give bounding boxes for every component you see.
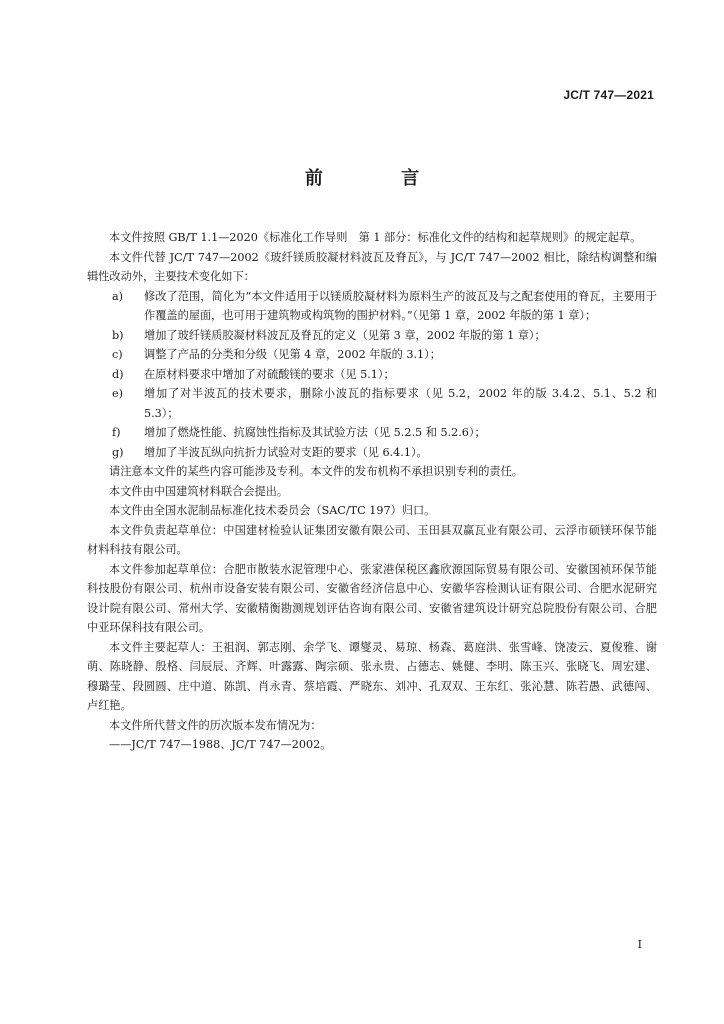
foreword-body xyxy=(87,228,657,755)
list-item-label: f) xyxy=(112,426,121,439)
list-item-text: 调整了产品的分类和分级（见第 4 章，2002 年版的 3.1）； xyxy=(144,348,441,361)
paragraph-patent-notice: 请注意本文件的某些内容可能涉及专利。本文件的发布机构不承担识别专利的责任。 xyxy=(109,465,523,478)
paragraph-replacement: 本文件代替 JC/T 747—2002《玻纤镁质胶凝材料波瓦及脊瓦》，与 JC/T 747—2002 相比，除结构调整和编辑性改动外，主要技术变化如下： xyxy=(87,250,657,283)
list-item xyxy=(87,423,657,443)
list-item-label: a) xyxy=(112,289,124,303)
page-number: I xyxy=(637,938,642,951)
list-item-label: g) xyxy=(112,445,124,459)
list-item xyxy=(87,326,657,346)
list-item-text: 增加了玻纤镁质胶凝材料波瓦及脊瓦的定义（见第 3 章，2002 年版的第 1 章）； xyxy=(144,328,546,342)
paragraph-main-drafters: 本文件主要起草人：王祖润、郭志刚、余学飞、谭燮灵、易琼、杨森、葛庭洪、张雪峰、饶凌云、夏俊雅、谢萌、陈晓静、殷格、闫辰辰、齐辉、叶露露、陶宗硕、张永贵、占德志、姚健、李明、陈玉兴、张晓飞、周宏建、穆璐莹、段圆圆、庄中道、陈凯、肖永青、蔡培霞、严晓东、刘冲、孔双双、王东红、张沁慧、陈若愚、武德闯、卢红艳。 xyxy=(87,640,657,712)
list-item-label: d) xyxy=(112,367,124,381)
list-item-text: 增加了对半波瓦的技术要求，删除小波瓦的指标要求（见 5.2，2002 年的版 3.4.2、5.1、5.2 和 5.3）； xyxy=(144,387,657,420)
list-item-label: c) xyxy=(112,348,123,361)
paragraph-lead-drafters: 本文件负责起草单位：中国建材检验认证集团安徽有限公司、玉田县双赢瓦业有限公司、云浮市硕镁环保节能材料科技有限公司。 xyxy=(87,523,657,556)
list-item-text: 增加了燃烧性能、抗腐蚀性指标及其试验方法（见 5.2.5 和 5.2.6）； xyxy=(144,426,486,439)
list-item-text: 修改了范围，简化为“本文件适用于以镁质胶凝材料为原料生产的波瓦及与之配套使用的脊瓦，主要用于作覆盖的屋面，也可用于建筑物或构筑物的围护材料。”（见第 1 章，2002 年版的第 1 章）； xyxy=(144,289,657,322)
list-item xyxy=(87,365,657,385)
list-item xyxy=(87,443,657,463)
paragraph-participating-drafters: 本文件参加起草单位：合肥市散装水泥管理中心、张家港保税区鑫欣源国际贸易有限公司、安徽国祯环保节能科技股份有限公司、杭州市设备安装有限公司、安徽省经济信息中心、安徽华容检测认证有限公司、合肥水泥研究设计院有限公司、常州大学、安徽精衡勘测规划评估咨询有限公司、安徽省建筑设计研究总院股份有限公司、合肥中亚环保科技有限公司。 xyxy=(87,562,657,634)
list-item-text: 增加了半波瓦纵向抗折力试验对支距的要求（见 6.4.1）。 xyxy=(144,445,428,459)
list-item-label: e) xyxy=(112,387,123,400)
list-item-text: 在原材料要求中增加了对硫酸镁的要求（见 5.1）； xyxy=(144,367,395,381)
paragraph-drafting-basis: 本文件按照 GB/T 1.1—2020《标准化工作导则 第 1 部分：标准化文件的结构和起草规则》的规定起草。 xyxy=(109,231,642,244)
list-item xyxy=(87,384,657,423)
paragraph-history-versions: ——JC/T 747—1988、JC/T 747—2002。 xyxy=(109,738,332,751)
list-item xyxy=(87,287,657,326)
page-title: 前 言 xyxy=(304,168,456,189)
paragraph-history-intro: 本文件所代替文件的历次版本发布情况为： xyxy=(109,718,322,732)
paragraph-committee: 本文件由全国水泥制品标准化技术委员会（SAC/TC 197）归口。 xyxy=(109,504,436,517)
paragraph-proposer: 本文件由中国建筑材料联合会提出。 xyxy=(109,484,289,498)
standard-code: JC/T 747—2021 xyxy=(563,88,654,102)
list-item xyxy=(87,345,657,365)
list-item-label: b) xyxy=(112,328,124,342)
